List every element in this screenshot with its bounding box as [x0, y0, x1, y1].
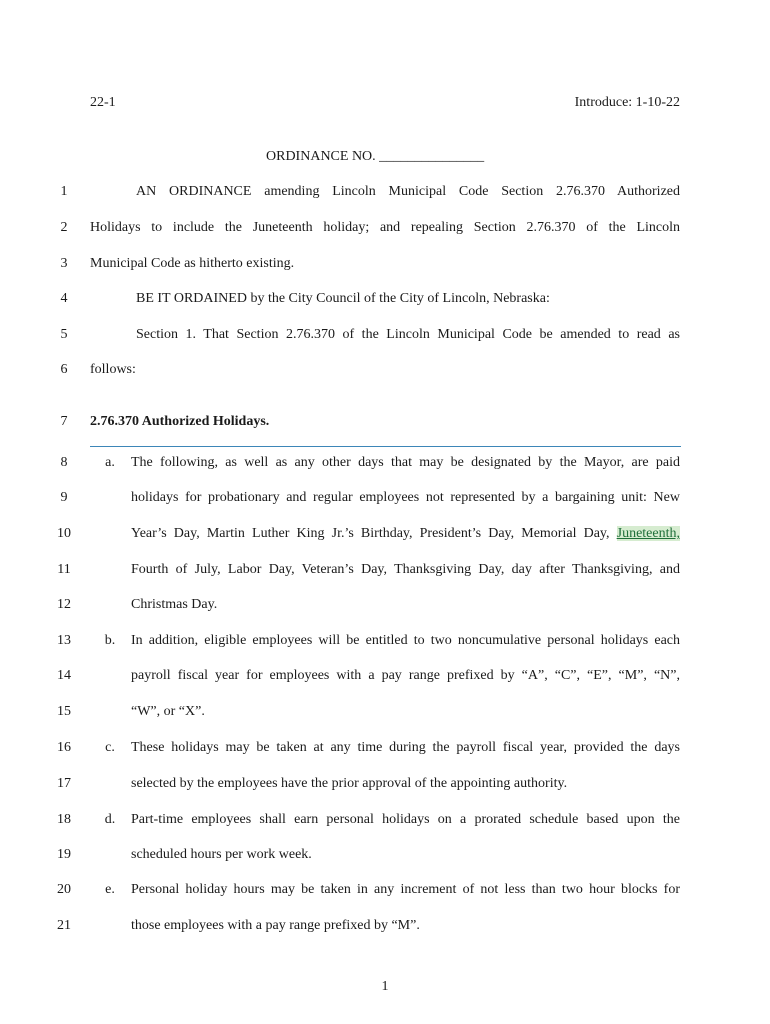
list-marker: a. [105, 455, 115, 470]
body-line: These holidays may be taken at any time during the payroll fiscal year, provided the days [131, 740, 680, 755]
body-line: In addition, eligible employees will be entitled to two noncumulative personal holidays each [131, 633, 680, 648]
body-line: Fourth of July, Labor Day, Veteran’s Day, Thanksgiving Day, day after Thanksgiving, and [131, 562, 680, 577]
page-number: 1 [381, 979, 389, 994]
line-number: 20 [57, 882, 71, 897]
body-line: Holidays to include the Juneteenth holiday; and repealing Section 2.76.370 of the Lincoln [90, 220, 680, 235]
line-number: 13 [57, 633, 71, 648]
list-marker: e. [105, 882, 115, 897]
ordinance-title: ORDINANCE NO. _______________ [266, 149, 485, 164]
line-number: 8 [60, 455, 68, 470]
line-number: 11 [57, 562, 71, 577]
list-marker: c. [105, 740, 115, 755]
body-line-text: Year’s Day, Martin Luther King Jr.’s Birthday, President’s Day, Memorial Day, [131, 526, 617, 541]
doc-number: 22-1 [90, 95, 116, 110]
line-number: 7 [60, 414, 68, 429]
body-line: Section 1. That Section 2.76.370 of the Lincoln Municipal Code be amended to read as [136, 327, 680, 342]
body-line: Part-time employees shall earn personal holidays on a prorated schedule based upon the [131, 812, 680, 827]
body-line [131, 525, 680, 543]
body-line: Christmas Day. [131, 597, 218, 612]
body-line: “W”, or “X”. [131, 704, 205, 719]
line-number: 9 [60, 490, 68, 505]
body-line: scheduled hours per work week. [131, 847, 312, 862]
body-line: BE IT ORDAINED by the City Council of the City of Lincoln, Nebraska: [136, 291, 550, 306]
line-number: 10 [57, 526, 71, 541]
body-line: Personal holiday hours may be taken in any increment of not less than two hour blocks for [131, 882, 680, 897]
line-number: 14 [57, 668, 71, 683]
line-number: 18 [57, 812, 71, 827]
line-number: 16 [57, 740, 71, 755]
line-number: 12 [57, 597, 71, 612]
body-line: follows: [90, 362, 136, 377]
line-number: 17 [57, 776, 71, 791]
body-line: Municipal Code as hitherto existing. [90, 256, 295, 271]
list-marker: b. [104, 633, 116, 648]
body-line: selected by the employees have the prior approval of the appointing authority. [131, 776, 568, 791]
body-line: AN ORDINANCE amending Lincoln Municipal Code Section 2.76.370 Authorized [136, 184, 680, 199]
line-number: 2 [60, 220, 68, 235]
line-number: 5 [60, 327, 68, 342]
line-number: 6 [60, 362, 68, 377]
line-number: 15 [57, 704, 71, 719]
body-line: The following, as well as any other days that may be designated by the Mayor, are paid [131, 455, 680, 470]
line-number: 1 [60, 184, 68, 199]
line-number: 19 [57, 847, 71, 862]
line-number: 4 [60, 291, 68, 306]
body-line: payroll fiscal year for employees with a pay range prefixed by “A”, “C”, “E”, “M”, “N”, [131, 668, 680, 683]
introduce-date: Introduce: 1-10-22 [574, 95, 680, 110]
line-number: 3 [60, 256, 68, 271]
line-number: 21 [57, 918, 71, 933]
body-line: those employees with a pay range prefixed by “M”. [131, 918, 420, 933]
inserted-text-highlight: Juneteenth, [616, 526, 680, 541]
body-line: holidays for probationary and regular employees not represented by a bargaining unit: New [131, 490, 680, 505]
list-marker: d. [104, 812, 116, 827]
section-heading: 2.76.370 Authorized Holidays. [90, 414, 270, 429]
heading-divider [90, 446, 681, 447]
